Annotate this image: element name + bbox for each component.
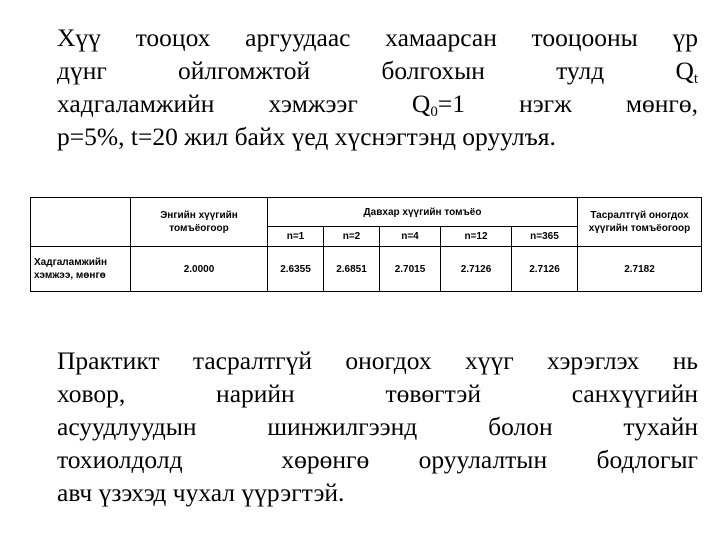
- results-table: [30, 197, 702, 292]
- cell-compound-n4: 2.7015: [380, 247, 441, 292]
- header-simple-interest: Энгийн хүүгийн томъёогоор: [131, 198, 268, 247]
- cell-continuous-value: 2.7182: [578, 247, 702, 292]
- cell-simple-value: 2.0000: [131, 247, 268, 292]
- table-corner-cell: [31, 198, 131, 247]
- conclusion-line-5: авч үзэхэд чухал үүрэгтэй.: [57, 478, 345, 507]
- header-n-1: n=1: [268, 227, 324, 247]
- conclusion-line-1: Практикт тасралтгүй оногдох хүүг хэрэглэх нь: [57, 346, 698, 375]
- intro-line-3: хадгаламжийн хэмжээг $Q_0=1$ нэгж мөнгө,: [57, 89, 698, 120]
- conclusion-line-3: асуудлуудын шинжилгээнд болон тухайн: [57, 412, 699, 441]
- conclusion-line-2: ховор, нарийн төвөгтэй санхүүгийн: [57, 379, 698, 408]
- intro-line-4: p=5%, t=20 жил байх үед хүснэгтэнд оруулъя.: [57, 122, 556, 151]
- table-row: [31, 247, 702, 292]
- intro-line-1: Хүү тооцох аргуудаас хамаарсан тооцооны үр: [57, 23, 698, 52]
- cell-compound-n2: 2.6851: [324, 247, 380, 292]
- intro-paragraph: [57, 21, 698, 153]
- conclusion-paragraph: [57, 344, 698, 509]
- header-n-4: n=4: [380, 227, 441, 247]
- conclusion-line-4: тохиолдолд хөрөнгө оруулалтын бодлогыг: [57, 445, 698, 474]
- header-compound-interest: Давхар хүүгийн томъёо: [268, 198, 578, 227]
- cell-compound-n12: 2.7126: [441, 247, 512, 292]
- header-continuous-interest: Тасралтгүй оногдох хүүгийн томъёогоор: [578, 198, 702, 247]
- cell-compound-n1: 2.6355: [268, 247, 324, 292]
- header-n-365: n=365: [512, 227, 578, 247]
- header-n-2: n=2: [324, 227, 380, 247]
- intro-line-2: дүнг ойлгомжтой болгохын тулд $Q_t$: [57, 56, 699, 87]
- row-label-deposit-amount: Хадгаламжийн хэмжээ, мөнгө: [31, 247, 131, 292]
- header-n-12: n=12: [441, 227, 512, 247]
- cell-compound-n365: 2.7126: [512, 247, 578, 292]
